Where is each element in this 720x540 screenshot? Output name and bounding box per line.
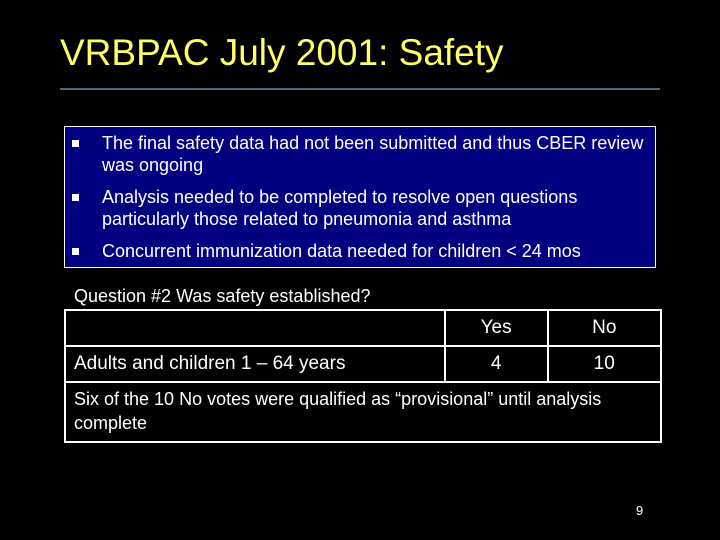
slide-title: VRBPAC July 2001: Safety (60, 32, 504, 73)
table-note: Six of the 10 No votes were qualified as “provisional” until analysis complete (65, 382, 661, 442)
bullet-square-icon (72, 140, 79, 147)
question-heading: Question #2 Was safety established? (74, 286, 371, 306)
bullet-text: Analysis needed to be completed to resolve open questions particularly those related to pneumonia and asthma (102, 187, 578, 229)
bullet-square-icon (72, 194, 79, 201)
row-no-count: 10 (548, 346, 662, 382)
table-note-row (65, 382, 661, 442)
table-row (65, 346, 661, 382)
table-header-row (65, 310, 661, 346)
title-divider (60, 88, 660, 90)
bullet-item (72, 132, 652, 176)
header-cell-empty (65, 310, 445, 346)
header-cell-yes: Yes (445, 310, 548, 346)
vote-table (64, 309, 662, 443)
bullet-item (72, 240, 652, 262)
header-cell-no: No (548, 310, 662, 346)
row-yes-count: 4 (445, 346, 548, 382)
bullet-item (72, 186, 652, 230)
bullet-text: The final safety data had not been submitted and thus CBER review was ongoing (102, 133, 644, 175)
bullet-text: Concurrent immunization data needed for children < 24 mos (102, 241, 581, 261)
page-number: 9 (636, 503, 644, 518)
row-label: Adults and children 1 – 64 years (65, 346, 445, 382)
bullet-square-icon (72, 248, 79, 255)
